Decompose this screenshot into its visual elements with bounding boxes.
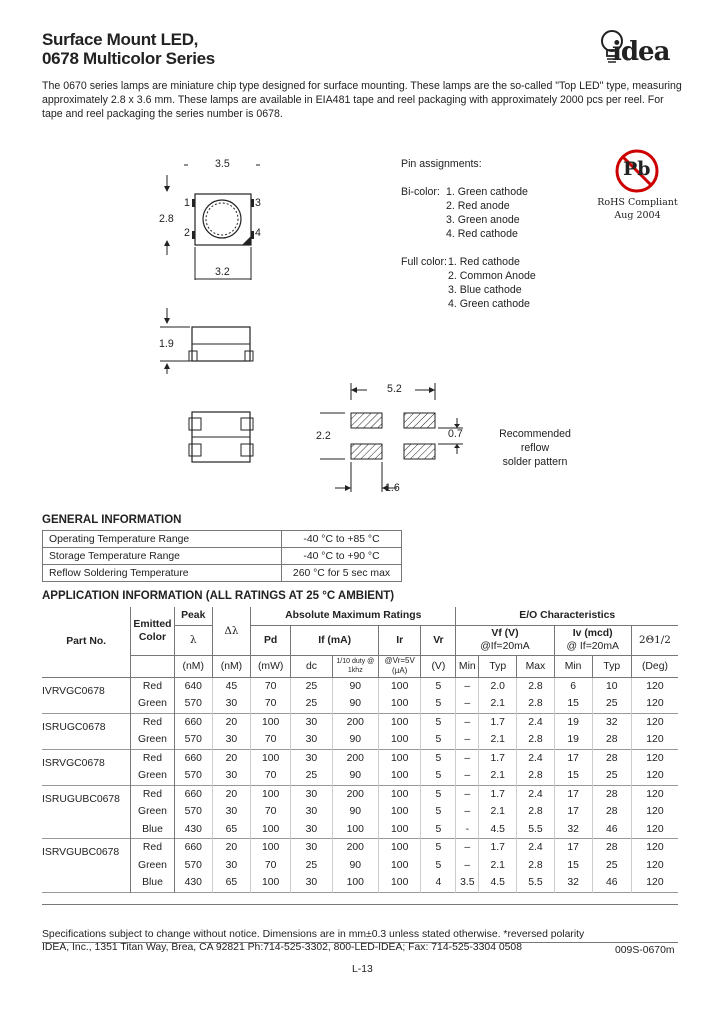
cell-iv-min: 19 xyxy=(554,713,592,731)
part-number: ISRVGC0678 xyxy=(42,749,131,785)
cell-vf-max: 2.8 xyxy=(517,695,554,713)
solder-pattern-caption xyxy=(480,427,590,469)
cell-if-dc: 30 xyxy=(291,803,332,821)
cell-vf-max: 2.8 xyxy=(517,677,554,695)
cell-iv-min: 17 xyxy=(554,803,592,821)
rohs-badge xyxy=(590,148,685,228)
cell-if-dc: 30 xyxy=(291,785,332,803)
bicolor-list xyxy=(446,185,528,241)
col-vf xyxy=(456,625,554,655)
unit-pd: (mW) xyxy=(251,655,291,677)
cell-iv-min: 6 xyxy=(554,677,592,695)
general-value: -40 °C to +90 °C xyxy=(282,548,402,565)
pin-assignments xyxy=(401,157,581,311)
cell-if-duty: 90 xyxy=(332,695,378,713)
cell-delta: 30 xyxy=(212,731,250,749)
cell-iv-typ: 28 xyxy=(592,731,631,749)
cell-vf-max: 2.8 xyxy=(517,731,554,749)
cell-emitted-color: Red xyxy=(131,677,174,695)
general-label: Reflow Soldering Temperature xyxy=(43,565,282,582)
cell-vr: 5 xyxy=(421,803,456,821)
cell-peak: 570 xyxy=(174,767,212,785)
cell-emitted-color: Red xyxy=(131,839,174,857)
solder-caption-line-1: Recommended xyxy=(499,428,571,440)
cell-pd: 100 xyxy=(251,839,291,857)
cell-vf-typ: 1.7 xyxy=(479,713,517,731)
cell-theta: 120 xyxy=(646,788,664,800)
table-bottom-rule xyxy=(42,904,678,905)
cell-vf-min: – xyxy=(456,857,479,875)
cell-emitted-color: Green xyxy=(131,731,174,749)
table-row xyxy=(42,839,678,857)
cell-iv-typ: 25 xyxy=(592,767,631,785)
cell-iv-min: 15 xyxy=(554,695,592,713)
part-number: ISRUGUBC0678 xyxy=(42,785,131,839)
unit-ir: @Vr=5V (µA) xyxy=(379,655,421,677)
side-view-drawing xyxy=(150,300,270,375)
cell-ir: 100 xyxy=(379,695,421,713)
cell-delta: 20 xyxy=(212,839,250,857)
general-value: 260 °C for 5 sec max xyxy=(282,565,402,582)
cell-if-dc: 30 xyxy=(291,731,332,749)
cell-delta: 20 xyxy=(212,749,250,767)
page-title xyxy=(42,30,215,68)
cell-vr: 4 xyxy=(421,874,456,892)
vf-condition: @If=20mA xyxy=(480,641,530,652)
table-row xyxy=(42,749,678,767)
cell-pd: 100 xyxy=(251,749,291,767)
cell-ir: 100 xyxy=(379,821,421,839)
unit-vr: (V) xyxy=(421,655,456,677)
cell-theta: 120 xyxy=(646,806,664,818)
unit-vf-typ: Typ xyxy=(479,655,517,677)
col-emitted-color: Emitted Color xyxy=(131,607,174,655)
page-number: L-13 xyxy=(352,964,373,975)
logo-text: idea xyxy=(612,37,670,67)
cell-pd: 70 xyxy=(251,677,291,695)
cell-if-dc: 25 xyxy=(291,677,332,695)
cell-peak: 570 xyxy=(174,731,212,749)
cell-iv-min: 17 xyxy=(554,839,592,857)
pin-assignments-heading: Pin assignments: xyxy=(401,158,482,170)
cell-iv-typ: 10 xyxy=(592,677,631,695)
col-pd: Pd xyxy=(251,625,291,655)
bicolor-pin-3: 3. Green anode xyxy=(446,214,520,226)
bicolor-pin-1: 1. Green cathode xyxy=(446,186,528,198)
col-vr: Vr xyxy=(421,625,456,655)
cell-vf-min: – xyxy=(456,839,479,857)
top-view-drawing xyxy=(150,155,280,280)
col-eo: E/O Characteristics xyxy=(519,610,616,622)
bicolor-label: Bi-color: xyxy=(401,186,440,198)
dim-pad-width: 1.6 xyxy=(385,482,400,494)
title-line-2: 0678 Multicolor Series xyxy=(42,49,215,68)
cell-iv-min: 15 xyxy=(554,767,592,785)
cell-vr: 5 xyxy=(421,839,456,857)
col-peak: Peak xyxy=(174,607,212,625)
cell-vf-max: 2.8 xyxy=(517,803,554,821)
cell-vr: 5 xyxy=(421,767,456,785)
table-row xyxy=(43,548,402,565)
col-if: If (mA) xyxy=(291,625,379,655)
cell-pd: 70 xyxy=(251,695,291,713)
cell-if-duty: 100 xyxy=(332,821,378,839)
cell-vf-min: 3.5 xyxy=(456,874,479,892)
footer-address: IDEA, Inc., 1351 Titan Way, Brea, CA 92821 Ph:714-525-3302, 800-LED-IDEA; Fax: 714-525-3304 0508 xyxy=(42,942,522,953)
bottom-view-outline xyxy=(185,410,255,465)
cell-vr: 5 xyxy=(421,857,456,875)
cell-iv-min: 17 xyxy=(554,749,592,767)
cell-vf-min: - xyxy=(456,821,479,839)
cell-emitted-color: Blue xyxy=(131,874,174,892)
application-info-heading: APPLICATION INFORMATION (ALL RATINGS AT 25 °C AMBIENT) xyxy=(42,590,395,602)
cell-vf-min: – xyxy=(456,749,479,767)
fullcolor-pin-3: 3. Blue cathode xyxy=(448,284,522,296)
cell-delta: 30 xyxy=(212,803,250,821)
cell-iv-typ: 46 xyxy=(592,821,631,839)
cell-iv-typ: 32 xyxy=(592,713,631,731)
dim-pad-gap: 0.7 xyxy=(448,428,463,440)
cell-if-duty: 200 xyxy=(332,785,378,803)
cell-iv-typ: 25 xyxy=(592,857,631,875)
cell-vf-max: 2.4 xyxy=(517,749,554,767)
cell-vf-typ: 1.7 xyxy=(479,839,517,857)
cell-vf-max: 2.8 xyxy=(517,767,554,785)
part-number: IVRVGC0678 xyxy=(42,677,131,713)
cell-if-dc: 30 xyxy=(291,839,332,857)
cell-ir: 100 xyxy=(379,767,421,785)
footer-code: 009S-0670m xyxy=(615,945,675,956)
cell-theta: 120 xyxy=(646,823,664,835)
iv-label: Iv (mcd) xyxy=(572,628,613,639)
part-number: ISRUGC0678 xyxy=(42,713,131,749)
cell-if-duty: 90 xyxy=(332,731,378,749)
pin-label-3: 3 xyxy=(255,197,261,209)
iv-condition: @ If=20mA xyxy=(566,641,619,652)
cell-vr: 5 xyxy=(421,713,456,731)
unit-iv-min: Min xyxy=(554,655,592,677)
cell-ir: 100 xyxy=(379,713,421,731)
cell-pd: 100 xyxy=(251,785,291,803)
unit-theta: (Deg) xyxy=(641,660,668,672)
cell-if-duty: 200 xyxy=(332,839,378,857)
cell-delta: 30 xyxy=(212,767,250,785)
unit-delta: (nM) xyxy=(212,655,250,677)
application-table xyxy=(42,607,678,893)
pin-label-1: 1 xyxy=(184,197,190,209)
cell-peak: 660 xyxy=(174,749,212,767)
cell-emitted-color: Green xyxy=(131,803,174,821)
cell-vf-max: 2.4 xyxy=(517,785,554,803)
cell-if-duty: 90 xyxy=(332,677,378,695)
cell-pd: 100 xyxy=(251,713,291,731)
unit-emitted-empty xyxy=(131,655,174,677)
cell-vf-typ: 2.1 xyxy=(479,695,517,713)
cell-ir: 100 xyxy=(379,785,421,803)
general-label: Operating Temperature Range xyxy=(43,531,282,548)
general-value: -40 °C to +85 °C xyxy=(282,531,402,548)
bicolor-pin-4: 4. Red cathode xyxy=(446,228,518,240)
cell-pd: 70 xyxy=(251,857,291,875)
dim-side: 2.8 xyxy=(159,213,174,225)
cell-if-dc: 30 xyxy=(291,713,332,731)
cell-if-dc: 30 xyxy=(291,821,332,839)
cell-if-dc: 30 xyxy=(291,749,332,767)
cell-iv-typ: 28 xyxy=(592,839,631,857)
cell-pd: 70 xyxy=(251,767,291,785)
fullcolor-pin-1: 1. Red cathode xyxy=(448,256,520,268)
cell-vr: 5 xyxy=(421,785,456,803)
dim-bottom: 3.2 xyxy=(215,266,230,278)
cell-ir: 100 xyxy=(379,857,421,875)
dim-height: 1.9 xyxy=(159,338,174,350)
footer-note: Specifications subject to change without notice. Dimensions are in mm±0.3 unless stated otherwise. *reversed polarity xyxy=(42,929,585,940)
cell-ir: 100 xyxy=(379,749,421,767)
cell-theta: 120 xyxy=(646,680,664,692)
cell-iv-min: 19 xyxy=(554,731,592,749)
col-iv xyxy=(554,625,631,655)
col-part-no: Part No. xyxy=(42,607,131,677)
cell-if-dc: 25 xyxy=(291,695,332,713)
cell-delta: 45 xyxy=(212,677,250,695)
cell-vr: 5 xyxy=(421,749,456,767)
cell-vf-typ: 2.1 xyxy=(479,857,517,875)
bicolor-pin-2: 2. Red anode xyxy=(446,200,510,212)
general-info-heading: GENERAL INFORMATION xyxy=(42,514,182,526)
col-ir: Ir xyxy=(379,625,421,655)
cell-vf-min: – xyxy=(456,677,479,695)
cell-delta: 30 xyxy=(212,695,250,713)
table-row xyxy=(42,785,678,803)
cell-peak: 570 xyxy=(174,803,212,821)
cell-ir: 100 xyxy=(379,731,421,749)
cell-theta: 120 xyxy=(646,877,664,889)
unit-vf-min: Min xyxy=(456,655,479,677)
cell-vf-min: – xyxy=(456,785,479,803)
cell-theta: 120 xyxy=(646,698,664,710)
cell-pd: 100 xyxy=(251,821,291,839)
cell-iv-min: 15 xyxy=(554,857,592,875)
cell-vf-min: – xyxy=(456,713,479,731)
cell-vr: 5 xyxy=(421,695,456,713)
table-row xyxy=(42,821,678,839)
bottom-view-drawing xyxy=(185,410,255,465)
cell-if-dc: 25 xyxy=(291,767,332,785)
cell-emitted-color: Red xyxy=(131,785,174,803)
table-row xyxy=(42,695,678,713)
cell-ir: 100 xyxy=(379,803,421,821)
rohs-line-2: Aug 2004 xyxy=(614,210,661,221)
dim-pad-height: 2.2 xyxy=(316,430,331,442)
rohs-symbol: Pb xyxy=(623,158,651,180)
cell-vf-max: 5.5 xyxy=(517,874,554,892)
cell-iv-min: 32 xyxy=(554,874,592,892)
application-table-body xyxy=(42,677,678,892)
fullcolor-label: Full color: xyxy=(401,256,447,268)
cell-pd: 70 xyxy=(251,731,291,749)
cell-ir: 100 xyxy=(379,839,421,857)
cell-if-dc: 25 xyxy=(291,857,332,875)
dim-pad-span: 5.2 xyxy=(387,383,402,395)
cell-emitted-color: Green xyxy=(131,767,174,785)
cell-if-duty: 90 xyxy=(332,857,378,875)
cell-emitted-color: Red xyxy=(131,749,174,767)
cell-emitted-color: Blue xyxy=(131,821,174,839)
cell-vf-typ: 1.7 xyxy=(479,749,517,767)
cell-vf-min: – xyxy=(456,695,479,713)
part-number: ISRVGUBC0678 xyxy=(42,839,131,893)
cell-delta: 65 xyxy=(212,821,250,839)
cell-theta: 120 xyxy=(646,752,664,764)
col-theta: 2Θ1/2 xyxy=(639,634,671,646)
rohs-line-1: RoHS Compliant xyxy=(597,197,678,208)
cell-peak: 660 xyxy=(174,839,212,857)
cell-delta: 20 xyxy=(212,785,250,803)
cell-ir: 100 xyxy=(379,874,421,892)
cell-vf-typ: 4.5 xyxy=(479,874,517,892)
solder-pattern-drawing xyxy=(305,380,470,495)
cell-peak: 570 xyxy=(174,695,212,713)
cell-delta: 20 xyxy=(212,713,250,731)
table-row xyxy=(42,677,678,695)
cell-iv-typ: 28 xyxy=(592,785,631,803)
pin-label-4: 4 xyxy=(255,227,261,239)
table-row xyxy=(42,713,678,731)
cell-peak: 430 xyxy=(174,821,212,839)
fullcolor-pin-4: 4. Green cathode xyxy=(448,298,530,310)
cell-iv-min: 17 xyxy=(554,785,592,803)
cell-vf-typ: 2.0 xyxy=(479,677,517,695)
unit-peak: (nM) xyxy=(174,655,212,677)
intro-paragraph: The 0670 series lamps are miniature chip type designed for surface mounting. These lamps are the so-called "Top LED" type, measuring approximately 2.8 x 3.6 mm. These lamps are available in EIA481 tape and reel packaging with approximately 2000 pcs per reel. For tape and reel packaging the series number is 0678. xyxy=(42,80,682,120)
cell-vf-max: 2.4 xyxy=(517,713,554,731)
cell-iv-typ: 46 xyxy=(592,874,631,892)
cell-vf-typ: 2.1 xyxy=(479,731,517,749)
cell-peak: 660 xyxy=(174,785,212,803)
cell-pd: 100 xyxy=(251,874,291,892)
table-row xyxy=(42,874,678,892)
cell-vf-min: – xyxy=(456,731,479,749)
cell-peak: 660 xyxy=(174,713,212,731)
cell-if-duty: 200 xyxy=(332,713,378,731)
cell-iv-min: 32 xyxy=(554,821,592,839)
table-row xyxy=(43,565,402,582)
cell-vf-typ: 2.1 xyxy=(479,803,517,821)
unit-iv-typ: Typ xyxy=(592,655,631,677)
cell-vf-max: 2.4 xyxy=(517,839,554,857)
title-line-1: Surface Mount LED, xyxy=(42,30,199,49)
cell-vr: 5 xyxy=(421,731,456,749)
cell-iv-typ: 28 xyxy=(592,803,631,821)
cell-if-duty: 100 xyxy=(332,874,378,892)
cell-peak: 570 xyxy=(174,857,212,875)
cell-theta: 120 xyxy=(646,716,664,728)
table-row xyxy=(42,857,678,875)
cell-vf-typ: 4.5 xyxy=(479,821,517,839)
col-delta-lambda: Δλ xyxy=(212,607,250,655)
cell-theta: 120 xyxy=(646,859,664,871)
table-row xyxy=(42,731,678,749)
solder-caption-line-3: solder pattern xyxy=(502,456,568,468)
col-lambda: λ xyxy=(174,625,212,655)
cell-ir: 100 xyxy=(379,677,421,695)
cell-peak: 640 xyxy=(174,677,212,695)
cell-vf-min: – xyxy=(456,803,479,821)
table-row xyxy=(42,767,678,785)
cell-pd: 70 xyxy=(251,803,291,821)
cell-iv-typ: 25 xyxy=(592,695,631,713)
cell-emitted-color: Green xyxy=(131,857,174,875)
cell-vf-max: 2.8 xyxy=(517,857,554,875)
fullcolor-list xyxy=(448,255,536,311)
solder-caption-line-2: reflow xyxy=(520,442,550,454)
cell-vf-typ: 2.1 xyxy=(479,767,517,785)
vf-label: Vf (V) xyxy=(491,628,519,639)
table-row xyxy=(42,803,678,821)
cell-if-duty: 90 xyxy=(332,767,378,785)
unit-vf-max: Max xyxy=(517,655,554,677)
cell-theta: 120 xyxy=(646,734,664,746)
cell-if-duty: 200 xyxy=(332,749,378,767)
cell-emitted-color: Red xyxy=(131,713,174,731)
cell-delta: 30 xyxy=(212,857,250,875)
cell-emitted-color: Green xyxy=(131,695,174,713)
cell-delta: 65 xyxy=(212,874,250,892)
general-info-table xyxy=(42,530,402,582)
general-label: Storage Temperature Range xyxy=(43,548,282,565)
cell-vf-typ: 1.7 xyxy=(479,785,517,803)
unit-if-dc: dc xyxy=(291,655,332,677)
unit-if-duty: 1/10 duty @ 1khz xyxy=(332,655,378,677)
cell-theta: 120 xyxy=(646,842,664,854)
cell-if-duty: 90 xyxy=(332,803,378,821)
col-abs-max: Absolute Maximum Ratings xyxy=(251,607,456,625)
cell-theta: 120 xyxy=(646,770,664,782)
cell-vr: 5 xyxy=(421,677,456,695)
cell-iv-typ: 28 xyxy=(592,749,631,767)
cell-vf-max: 5.5 xyxy=(517,821,554,839)
table-row xyxy=(43,531,402,548)
cell-vr: 5 xyxy=(421,821,456,839)
pin-label-2: 2 xyxy=(184,227,190,239)
idea-logo xyxy=(598,26,678,70)
cell-if-dc: 30 xyxy=(291,874,332,892)
dim-top: 3.5 xyxy=(215,158,230,170)
cell-vf-min: – xyxy=(456,767,479,785)
cell-peak: 430 xyxy=(174,874,212,892)
fullcolor-pin-2: 2. Common Anode xyxy=(448,270,536,282)
